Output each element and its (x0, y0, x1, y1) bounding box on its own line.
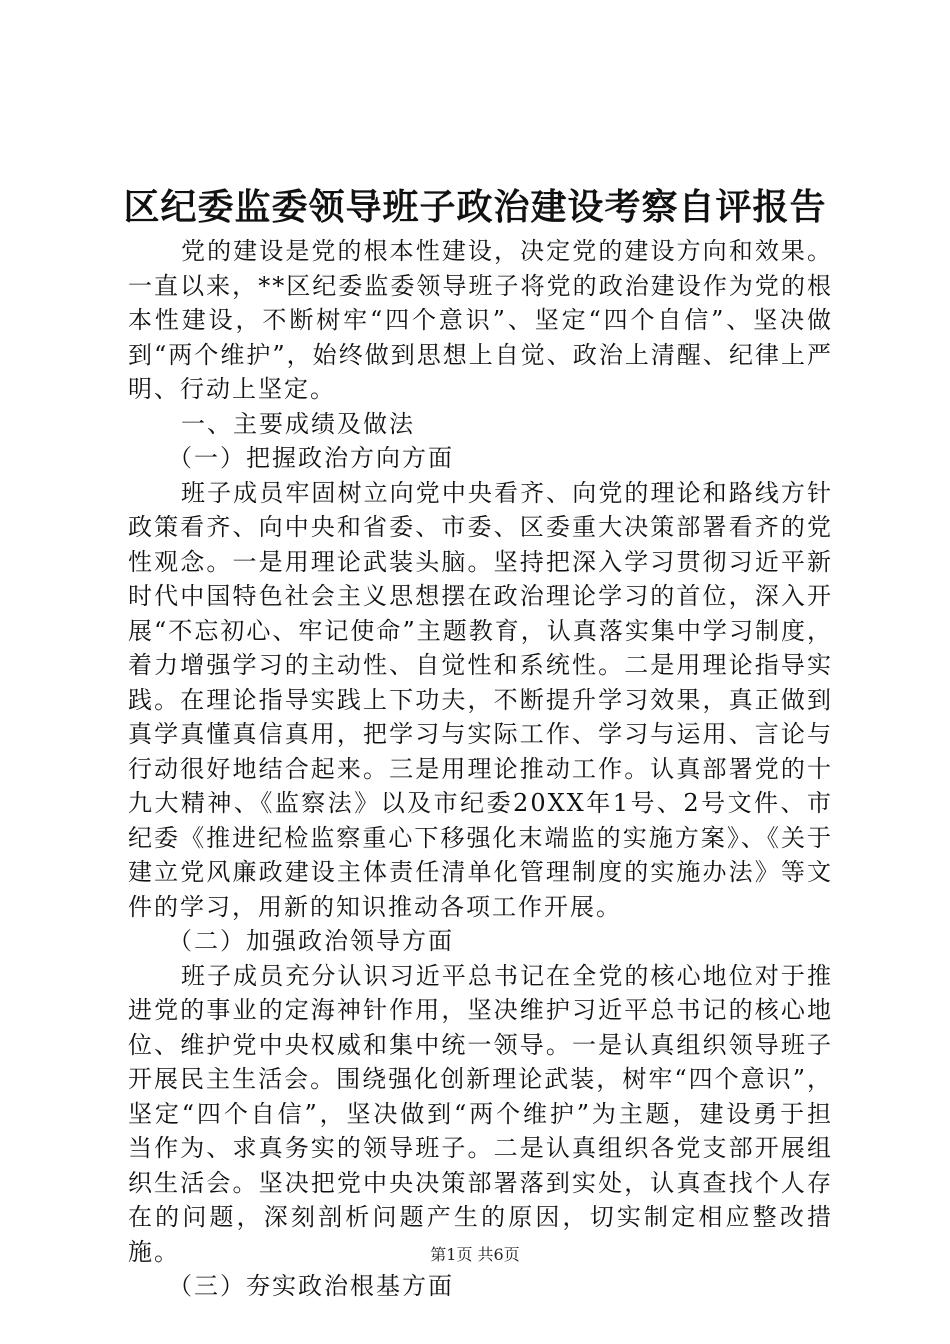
page-footer: 第1页 共6页 (430, 1245, 520, 1264)
section-heading-1: 一、主要成绩及做法 (181, 409, 415, 438)
intro-paragraph: 党的建设是党的根本性建设，决定党的建设方向和效果。一直以来，**区纪委监委领导班子将党的政治建设作为党的根本性建设，不断树牢“四个意识”、坚定“四个自信”、坚决做到“两个维护”，始终做到思想上自觉、政治上清醒、纪律上严明、行动上坚定。 (128, 237, 833, 403)
document-title: 区纪委监委领导班子政治建设考察自评报告 (123, 186, 827, 228)
document-body (128, 234, 833, 1304)
subsection-heading-1: （一）把握政治方向方面 (168, 444, 454, 472)
subsection-body-1: 班子成员牢固树立向党中央看齐、向党的理论和路线方针政策看齐、向中央和省委、市委、区委重大决策部署看齐的党性观念。一是用理论武装头脑。坚持把深入学习贯彻习近平新时代中国特色社会主义思想摆在政治理论学习的首位，深入开展“不忘初心、牢记使命”主题教育，认真落实集中学习制度，着力增强学习的主动性、自觉性和系统性。二是用理论指导实践。在理论指导实践上下功夫，不断提升学习效果，真正做到真学真懂真信真用，把学习与实际工作、学习与运用、言论与行动很好地结合起来。三是用理论推动工作。认真部署党的十九大精神、《监察法》以及市纪委20XX年1号、2号文件、市纪委《推进纪检监察重心下移强化末端监的实施方案》、《关于建立党风廉政建设主体责任清单化管理制度的实施办法》等文件的学习，用新的知识推动各项工作开展。 (128, 478, 833, 921)
subsection-heading-2: （二）加强政治领导方面 (168, 927, 454, 955)
subsection-heading-3: （三）夯实政治根基方面 (168, 1272, 454, 1300)
subsection-body-2: 班子成员充分认识习近平总书记在全党的核心地位对于推进党的事业的定海神针作用，坚决维护习近平总书记的核心地位、维护党中央权威和集中统一领导。一是认真组织领导班子开展民主生活会。围绕强化创新理论武装，树牢“四个意识”，坚定“四个自信”，坚决做到“两个维护”为主题，建设勇于担当作为、求真务实的领导班子。二是认真组织各党支部开展组织生活会。坚决把党中央决策部署落到实处，认真查找个人存在的问题，深刻剖析问题产生的原因，切实制定相应整改措施。 (128, 961, 833, 1266)
